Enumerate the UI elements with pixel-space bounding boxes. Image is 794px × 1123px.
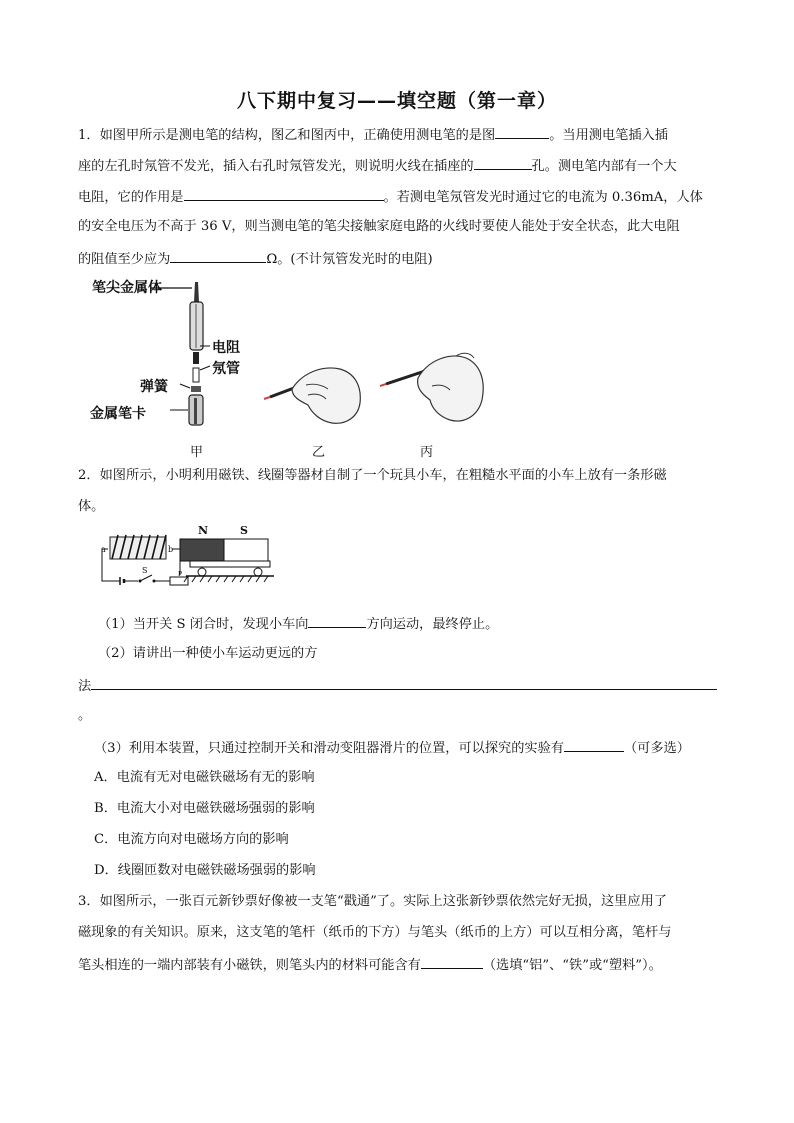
q1-text: 的阻值至少应为 [78, 252, 171, 267]
slider-p-label: P [178, 571, 183, 578]
q1-text: 孔。测电笔内部有一个大 [531, 159, 677, 174]
q2-sub-3 [94, 737, 690, 759]
q2-option-b: B．电流大小对电磁铁磁场强弱的影响 [94, 801, 315, 816]
q1-text: 。当用测电笔插入插 [549, 128, 668, 143]
q1-text: 。若测电笔氖管发光时通过它的电流为 0.36mA，人体 [383, 190, 703, 205]
switch-s-label: S [142, 566, 148, 575]
q2-sub-1-text: 方向运动，最终停止。 [366, 617, 499, 632]
label-neon: 氖管 [212, 361, 240, 377]
q1-text: Ω。(不计氖管发光时的电阻) [266, 252, 433, 267]
label-resistor: 电阻 [212, 340, 240, 356]
q1-line-4: 的安全电压为不高于 36 V，则当测电笔的笔尖接触家庭电路的火线时要使人能处于安全状态，此大电阻 [78, 219, 680, 234]
q2-option-c: C．电流方向对电磁场方向的影响 [94, 832, 289, 847]
q3-line-1: 3．如图所示，一张百元新钞票好像被一支笔“戳通”了。实际上这张新钞票依然完好无损，这里应用了 [78, 894, 667, 909]
q2-sub-2-answer-line [78, 675, 717, 697]
fig-yi-caption: 乙 [312, 445, 326, 460]
q2-sub-1-text: （1）当开关 S 闭合时，发现小车向 [98, 617, 309, 632]
q1-text: 1．如图甲所示是测电笔的结构，图乙和图丙中，正确使用测电笔的是图 [78, 128, 496, 143]
q2-sub-3-text: （可多选） [623, 741, 690, 756]
fig-bing-caption: 丙 [420, 445, 434, 460]
q2-sub-1 [98, 613, 498, 635]
coil-end-b-label: b [168, 545, 174, 554]
q1-line-3 [78, 186, 703, 208]
q2-sub-3-text: （3）利用本装置，只通过控制开关和滑动变阻器滑片的位置，可以探究的实验有 [94, 741, 564, 756]
q1-line-1 [78, 124, 668, 146]
toy-car-circuit-diagram [98, 525, 278, 595]
q2-sub-2-text: 法 [78, 679, 92, 694]
q1-text: 电阻，它的作用是 [78, 190, 184, 205]
label-tip-metal: 笔尖金属体 [92, 280, 162, 296]
label-clip: 金属笔卡 [90, 406, 146, 422]
q3-blank-1[interactable] [421, 954, 483, 969]
hand-holding-pen-yi [262, 355, 372, 435]
hand-holding-pen-bing [378, 348, 493, 434]
q2-blank-2[interactable] [91, 675, 717, 690]
q1-blank-1[interactable] [495, 124, 549, 139]
q1-blank-2[interactable] [474, 155, 532, 170]
label-spring: 弹簧 [140, 379, 168, 395]
q1-blank-4[interactable] [170, 248, 266, 263]
q3-text: （选填“铝”、“铁”或“塑料”）。 [482, 958, 662, 973]
coil-end-a-label: a [101, 545, 106, 554]
q1-text: 座的左孔时氖管不发光，插入右孔时氖管发光，则说明火线在插座的 [78, 159, 474, 174]
q3-line-2: 磁现象的有关知识。原来，这支笔的笔杆（纸币的下方）与笔头（纸币的上方）可以互相分离，笔杆与 [78, 925, 672, 940]
q2-sub-2-end: 。 [78, 708, 92, 723]
q2-blank-3[interactable] [564, 737, 624, 752]
q1-line-5 [78, 248, 433, 270]
q2-sub-2: （2）请讲出一种使小车运动更远的方 [98, 646, 318, 661]
fig-jia-caption: 甲 [190, 445, 204, 460]
q1-blank-3[interactable] [184, 186, 384, 201]
page-title: 八下期中复习——填空题（第一章） [236, 90, 557, 112]
magnet-s-label: S [240, 524, 248, 537]
q2-option-a: A．电流有无对电磁铁磁场有无的影响 [94, 770, 315, 785]
q3-line-3 [78, 954, 662, 976]
bar-magnet-s-half [224, 539, 268, 561]
magnet-n-label: N [198, 524, 209, 537]
bar-magnet-n-half [180, 539, 224, 561]
q2-line-1: 2．如图所示，小明利用磁铁、线圈等器材自制了一个玩具小车，在粗糙水平面的小车上放有一条形磁 [78, 468, 667, 483]
q3-text: 笔头相连的一端内部装有小磁铁，则笔头内的材料可能含有 [78, 958, 421, 973]
q2-line-2: 体。 [78, 499, 105, 514]
test-pen-diagram [150, 280, 270, 440]
q1-line-2 [78, 155, 677, 177]
q2-blank-1[interactable] [308, 613, 366, 628]
q2-option-d: D．线圈匝数对电磁铁磁场强弱的影响 [94, 863, 316, 878]
